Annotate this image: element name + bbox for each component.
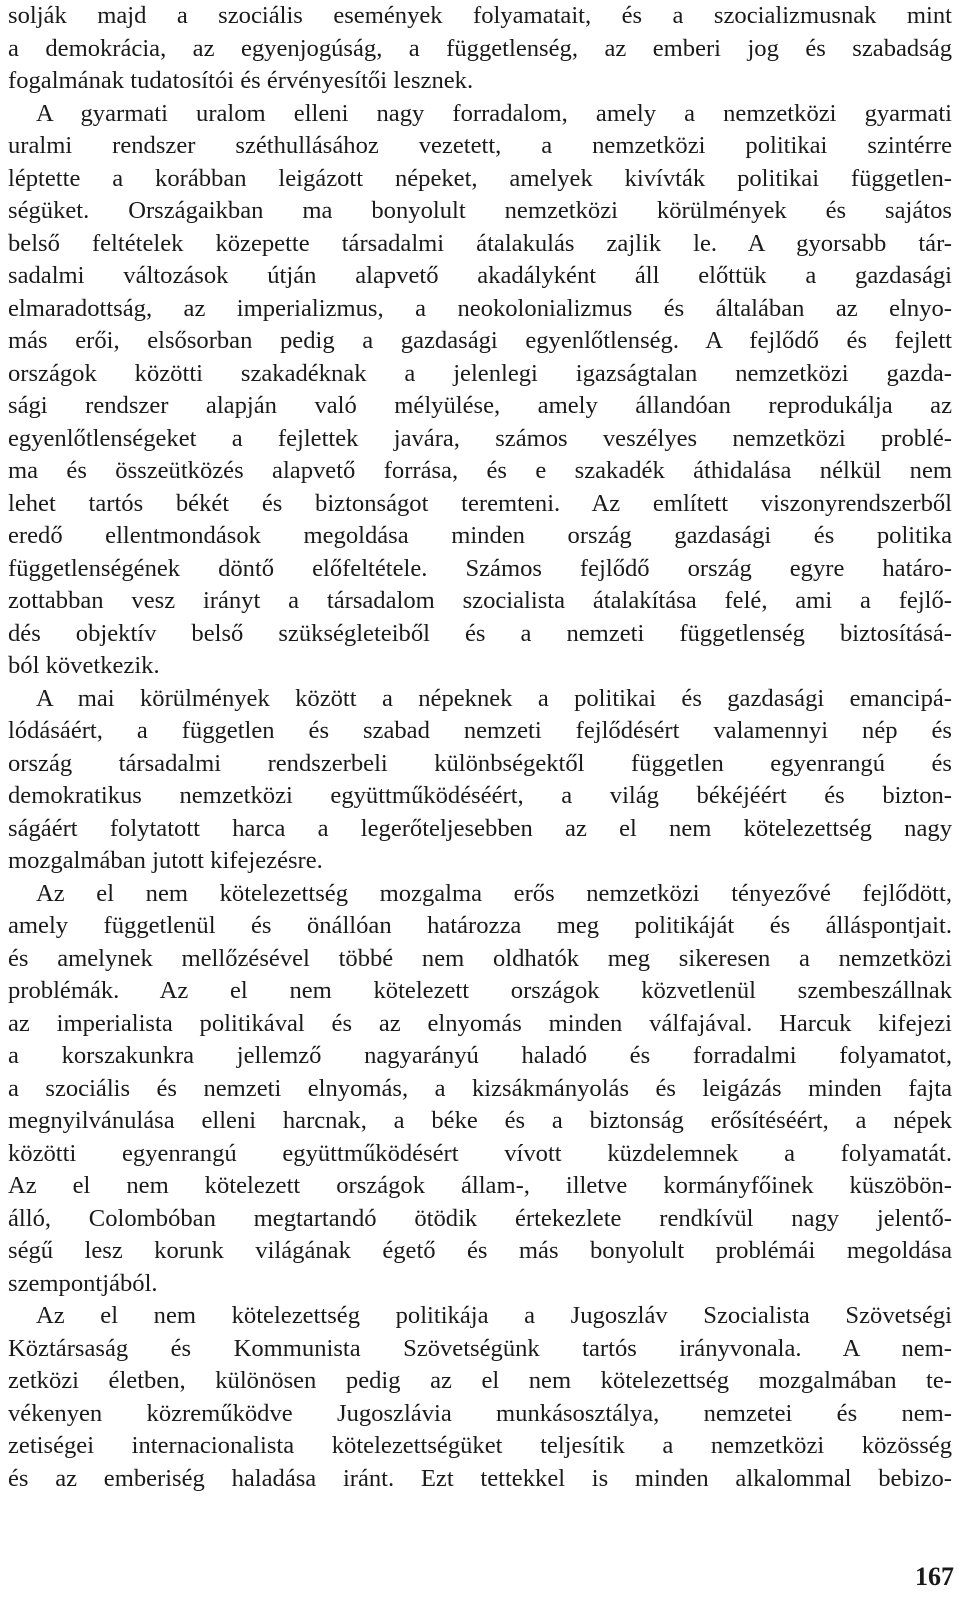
text-line: függetlenségének döntő előfeltétele. Számos fejlődő ország egyre határo- [8,554,952,582]
text-line: országok közötti szakadéknak a jelenlegi igazságtalan nemzetközi gazda- [8,359,952,387]
text-line: dés objektív belső szükségleteiből és a nemzeti függetlenség biztosításá- [8,619,952,647]
text-line: közötti egyenrangú együttműködésért vívott küzdelemnek a folyamatát. [8,1139,952,1167]
text-line: ma és összeütközés alapvető forrása, és e szakadék áthidalása nélkül nem [8,457,952,484]
text-line: Az el nem kötelezettség mozgalma erős nemzetközi tényezővé fejlődött, [36,879,952,907]
text-line: belső feltételek közepette társadalmi átalakulás zajlik le. A gyorsabb tár- [8,229,952,257]
text-line: ségüket. Országaikban ma bonyolult nemzetközi körülmények és sajátos [8,197,952,224]
text-line: problémák. Az el nem kötelezett országok közvetlenül szembeszállnak [8,977,952,1004]
text-line: szempontjából. [8,1269,158,1297]
document-page [8,0,952,1495]
paragraph [8,1300,952,1495]
text-line: demokratikus nemzetközi együttműködéséért, a világ békéjéért és bizton- [8,782,952,809]
text-line: ország társadalmi rendszerbeli különbségektől független egyenrangú és [8,749,952,777]
paragraph [8,683,952,878]
text-line: ságáért folytatott harca a legerőteljesebben az el nem kötelezettség nagy [8,814,952,842]
text-line: sadalmi változások útján alapvető akadályként áll előttük a gazdasági [8,262,952,289]
text-line: A gyarmati uralom elleni nagy forradalom, amely a nemzetközi gyarmati [36,99,952,127]
paragraph [8,878,952,1301]
text-line: lehet tartós békét és biztonságot teremteni. Az említett viszonyrendszerből [8,489,952,517]
page-number: 167 [915,1562,954,1591]
text-line: elmaradottság, az imperializmus, a neokolonializmus és általában az elnyo- [8,294,952,322]
text-line: megnyilvánulása elleni harcnak, a béke és a biztonság erősítéséért, a népek [8,1107,952,1134]
text-line: ségű lesz korunk világának égető és más bonyolult problémái megoldása [8,1237,952,1264]
text-line: vékenyen közreműködve Jugoszlávia munkásosztálya, nemzetei és nem- [8,1399,952,1427]
text-line: más erői, elsősorban pedig a gazdasági egyenlőtlenség. A fejlődő és fejlett [8,327,952,354]
text-line: mozgalmában jutott kifejezésre. [8,847,323,874]
text-line: zottabban vesz irányt a társadalom szocialista átalakítása felé, ami a fejlő- [8,587,952,614]
text-line: lódásáért, a független és szabad nemzeti fejlődésért valamennyi nép és [8,717,952,744]
text-line: és az emberiség haladása iránt. Ezt tettekkel is minden alkalommal bebizo- [8,1464,952,1492]
text-line: és amelynek mellőzésével többé nem oldhatók meg sikeresen a nemzetközi [8,944,952,972]
text-line: uralmi rendszer széthullásához vezetett, a nemzetközi politikai szintérre [8,132,952,159]
text-line: amely függetlenül és önállóan határozza meg politikáját és álláspontjait. [8,912,952,939]
text-line: A mai körülmények között a népeknek a politikai és gazdasági emancipá- [36,684,952,712]
text-line: Az el nem kötelezettség politikája a Jugoszláv Szocialista Szövetségi [36,1302,952,1329]
text-line: eredő ellentmondások megoldása minden ország gazdasági és politika [8,522,952,549]
text-line: álló, Colombóban megtartandó ötödik értekezlete rendkívül nagy jelentő- [8,1204,952,1232]
text-line: a demokrácia, az egyenjogúság, a függetlenség, az emberi jog és szabadság [8,34,952,62]
paragraph [8,0,952,98]
text-line: ból következik. [8,652,160,679]
text-line: a korszakunkra jellemző nagyarányú haladó és forradalmi folyamatot, [8,1042,952,1069]
text-line: léptette a korábban leigázott népeket, amelyek kivívták politikai független- [8,164,952,192]
paragraph [8,98,952,683]
text-line: a szociális és nemzeti elnyomás, a kizsákmányolás és leigázás minden fajta [8,1074,952,1102]
text-line: sági rendszer alapján való mélyülése, amely állandóan reprodukálja az [8,392,952,419]
text-line: az imperialista politikával és az elnyomás minden válfajával. Harcuk kifejezi [8,1009,952,1037]
text-line: Az el nem kötelezett országok állam-, illetve kormányfőinek küszöbön- [8,1172,952,1199]
text-line: solják majd a szociális események folyamatait, és a szocializmusnak mint [8,2,952,29]
text-line: fogalmának tudatosítói és érvényesítői lesznek. [8,67,474,94]
text-line: egyenlőtlenségeket a fejlettek javára, számos veszélyes nemzetközi problé- [8,424,952,452]
text-line: zetiségei internacionalista kötelezettségüket teljesítik a nemzetközi közösség [8,1432,952,1459]
text-line: zetközi életben, különösen pedig az el nem kötelezettség mozgalmában te- [8,1367,952,1394]
text-line: Köztársaság és Kommunista Szövetségünk tartós irányvonala. A nem- [8,1334,952,1362]
